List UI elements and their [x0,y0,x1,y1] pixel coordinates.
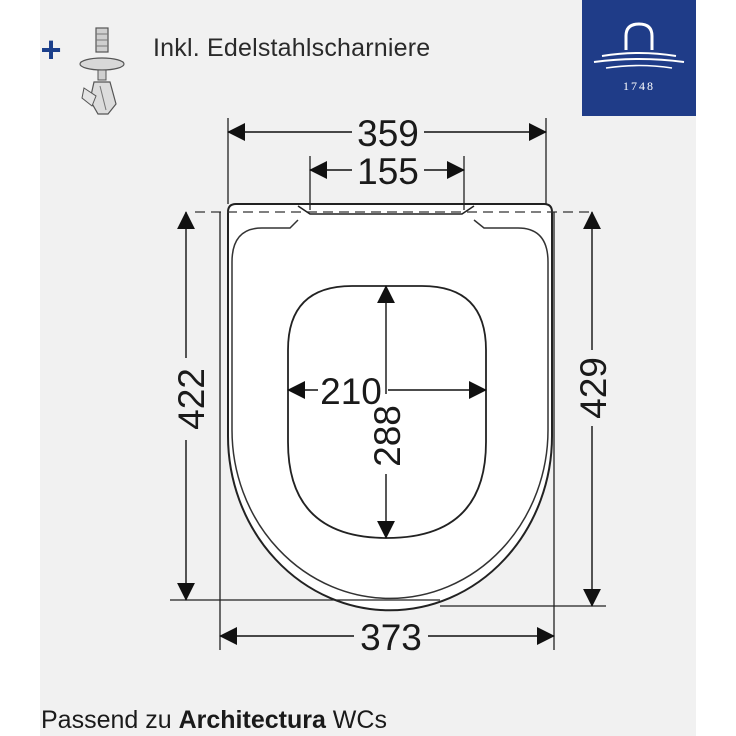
dimension-label-210: 210 [320,371,382,412]
footer-prefix: Passend zu [41,706,179,734]
hinge-label: Inkl. Edelstahlscharniere [153,34,431,62]
plus-icon: + [40,29,62,70]
footer-suffix: WCs [325,706,387,734]
dimension-label-429: 429 [573,357,614,419]
dimension-label-155: 155 [357,151,419,192]
compatibility-note [41,706,387,735]
dimension-label-373: 373 [360,617,422,658]
dimension-label-288: 288 [367,405,408,467]
footer-product: Architectura [178,706,326,734]
logo-year: 1748 [623,79,655,93]
dimension-label-422: 422 [171,368,212,430]
dimension-label-359: 359 [357,113,419,154]
